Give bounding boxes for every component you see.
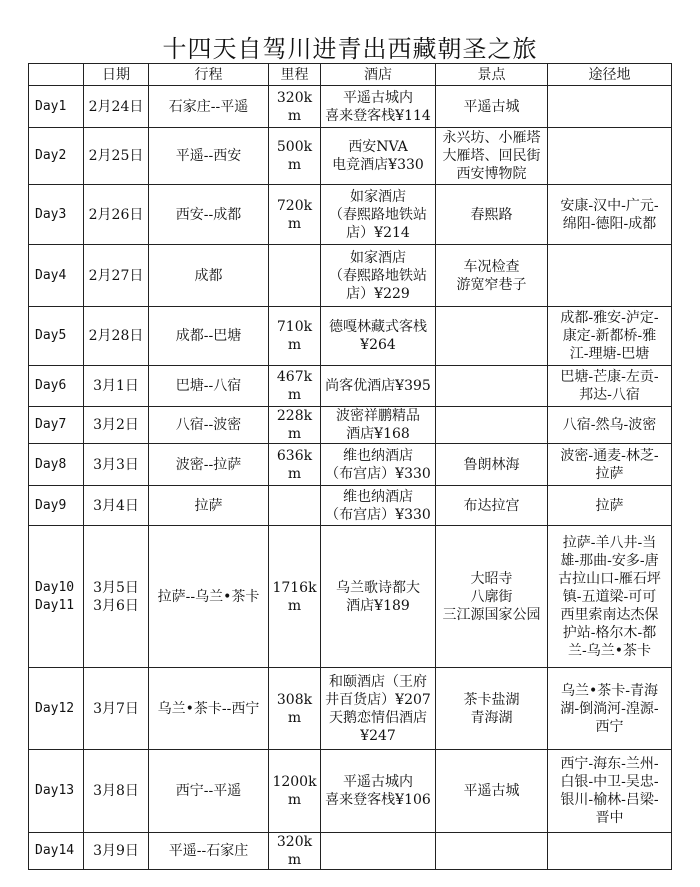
hotel-cell xyxy=(321,128,436,185)
date-line: 3月5日 xyxy=(93,579,139,596)
via-line: 西里索南达杰保 xyxy=(560,606,659,623)
route-cell: 拉萨 xyxy=(149,486,269,526)
date-cell xyxy=(84,128,149,185)
via-line: 八宿-然乌-波密 xyxy=(562,417,657,433)
via-line: 邦达-八宿 xyxy=(579,387,640,403)
table-row xyxy=(29,307,672,366)
day-cell xyxy=(29,668,84,750)
route-cell: 波密--拉萨 xyxy=(149,444,269,486)
day-cell xyxy=(29,486,84,526)
hotel-cell xyxy=(321,486,436,526)
sights-line: 大雁塔、回民街 xyxy=(442,148,541,164)
via-line: 湖-倒淌河-湟源- xyxy=(560,700,659,717)
date-cell xyxy=(84,86,149,128)
sights-cell xyxy=(436,486,548,526)
date-cell xyxy=(84,245,149,307)
date-line: 3月3日 xyxy=(93,456,139,473)
table-row xyxy=(29,245,672,307)
table-row xyxy=(29,750,672,833)
table-row xyxy=(29,526,672,668)
distance-cell: 320km xyxy=(269,833,321,870)
table-row xyxy=(29,128,672,185)
date-cell xyxy=(84,486,149,526)
date-cell xyxy=(84,444,149,486)
hotel-line: 和颐酒店（王府 xyxy=(329,673,427,690)
via-cell xyxy=(548,245,672,307)
route-cell: 平遥--石家庄 xyxy=(149,833,269,870)
sights-cell xyxy=(436,128,548,185)
day-cell xyxy=(29,526,84,668)
day-cell xyxy=(29,307,84,366)
day-line: Day11 xyxy=(35,597,75,613)
distance-cell: 1716km xyxy=(269,526,321,668)
day-line: Day6 xyxy=(35,378,67,393)
table-row xyxy=(29,668,672,750)
sights-line: 永兴坊、小雁塔 xyxy=(442,130,541,146)
sights-cell xyxy=(436,86,548,128)
via-cell xyxy=(548,128,672,185)
distance-cell: 320km xyxy=(269,86,321,128)
via-line: 银川-榆林-吕梁- xyxy=(560,792,659,808)
via-line: 乌兰•茶卡-青海 xyxy=(561,682,658,699)
route-cell: 石家庄--平遥 xyxy=(149,86,269,128)
sights-line: 游宽窄巷子 xyxy=(456,276,527,293)
header-day xyxy=(29,64,84,86)
via-line: 绵阳-德阳-成都 xyxy=(562,215,657,232)
sights-cell xyxy=(436,668,548,750)
distance-cell: 636km xyxy=(269,444,321,486)
hotel-cell xyxy=(321,86,436,128)
route-cell: 平遥--西安 xyxy=(149,128,269,185)
date-line: 2月25日 xyxy=(88,148,144,164)
route-cell: 巴塘--八宿 xyxy=(149,366,269,407)
hotel-cell xyxy=(321,366,436,407)
sights-line: 大昭寺 xyxy=(470,570,513,587)
hotel-line: 如家酒店 xyxy=(350,249,406,266)
date-line: 3月7日 xyxy=(93,700,139,717)
hotel-line: ¥264 xyxy=(360,337,396,353)
hotel-line: 波密祥鹏精品 xyxy=(336,408,420,424)
via-line: 晋中 xyxy=(595,810,624,826)
sights-cell xyxy=(436,407,548,444)
via-line: 拉萨 xyxy=(595,465,624,482)
distance-cell: 720km xyxy=(269,185,321,245)
route-cell: 成都 xyxy=(149,245,269,307)
hotel-cell xyxy=(321,407,436,444)
day-line: Day14 xyxy=(35,843,75,858)
date-line: 3月8日 xyxy=(93,783,139,799)
hotel-line: 酒店¥189 xyxy=(346,597,410,614)
hotel-line: 喜来登客栈¥106 xyxy=(325,792,431,808)
via-cell xyxy=(548,486,672,526)
day-line: Day5 xyxy=(35,328,67,343)
distance-cell xyxy=(269,486,321,526)
via-line: 兰-乌兰•茶卡 xyxy=(568,642,651,659)
distance-cell: 1200km xyxy=(269,750,321,833)
sights-cell xyxy=(436,526,548,668)
sights-line: 三江源国家公园 xyxy=(442,606,541,623)
day-cell xyxy=(29,366,84,407)
day-line: Day9 xyxy=(35,497,67,513)
hotel-line: 尚客优酒店¥395 xyxy=(325,378,431,394)
header-route: 行程 xyxy=(149,64,269,86)
sights-cell xyxy=(436,366,548,407)
date-line: 2月27日 xyxy=(88,267,144,284)
sights-line: 八廓街 xyxy=(470,588,513,605)
sights-line: 茶卡盐湖 xyxy=(463,691,520,708)
sights-line: 布达拉宫 xyxy=(463,497,520,514)
via-cell xyxy=(548,86,672,128)
hotel-line: （春熙路地铁站 xyxy=(329,267,427,284)
header-distance: 里程 xyxy=(269,64,321,86)
via-line: 波密-通麦-林芝- xyxy=(560,447,659,464)
hotel-line: 维也纳酒店 xyxy=(343,447,413,464)
via-line: 巴塘-芒康-左贡- xyxy=(560,369,659,385)
via-line: 成都-雅安-泸定- xyxy=(560,310,659,326)
sights-line: 车况检查 xyxy=(463,258,520,275)
day-line: Day4 xyxy=(35,267,67,283)
day-cell xyxy=(29,185,84,245)
route-cell: 西安--成都 xyxy=(149,185,269,245)
hotel-line: 西安NVA xyxy=(348,139,408,155)
hotel-line: 乌兰歌诗都大 xyxy=(336,579,420,596)
date-line: 3月4日 xyxy=(93,497,139,514)
distance-cell: 308km xyxy=(269,668,321,750)
day-line: Day2 xyxy=(35,148,67,163)
date-line: 3月1日 xyxy=(93,378,139,394)
hotel-line: 喜来登客栈¥114 xyxy=(325,107,431,124)
date-line: 3月9日 xyxy=(93,843,139,859)
hotel-line: 店）¥214 xyxy=(346,224,410,241)
hotel-line: （布宫店）¥330 xyxy=(325,465,431,482)
hotel-cell xyxy=(321,750,436,833)
date-cell xyxy=(84,366,149,407)
via-line: 安康-汉中-广元- xyxy=(560,197,659,214)
date-line: 2月24日 xyxy=(88,98,144,115)
distance-cell: 710km xyxy=(269,307,321,366)
sights-cell xyxy=(436,444,548,486)
table-row xyxy=(29,407,672,444)
header-row xyxy=(29,64,672,86)
via-cell xyxy=(548,668,672,750)
distance-cell xyxy=(269,245,321,307)
table-row xyxy=(29,486,672,526)
day-line: Day7 xyxy=(35,417,67,432)
hotel-cell xyxy=(321,668,436,750)
hotel-line: （春熙路地铁站 xyxy=(329,206,427,223)
date-line: 2月26日 xyxy=(88,206,144,223)
via-cell xyxy=(548,833,672,870)
via-line: 西宁-海东-兰州- xyxy=(560,756,659,772)
route-cell: 成都--巴塘 xyxy=(149,307,269,366)
via-line: 白银-中卫-吴忠- xyxy=(560,774,659,790)
day-cell xyxy=(29,128,84,185)
route-cell: 八宿--波密 xyxy=(149,407,269,444)
date-cell xyxy=(84,407,149,444)
via-cell xyxy=(548,366,672,407)
day-cell xyxy=(29,86,84,128)
hotel-line: 店）¥229 xyxy=(346,285,410,302)
day-line: Day8 xyxy=(35,456,67,472)
table-row xyxy=(29,86,672,128)
date-line: 2月28日 xyxy=(88,328,144,344)
date-cell xyxy=(84,750,149,833)
table-row xyxy=(29,185,672,245)
date-line: 3月6日 xyxy=(93,597,139,614)
date-cell xyxy=(84,833,149,870)
route-cell: 拉萨--乌兰•茶卡 xyxy=(149,526,269,668)
hotel-line: 平遥古城内 xyxy=(343,89,413,106)
distance-cell: 228km xyxy=(269,407,321,444)
via-cell xyxy=(548,407,672,444)
table-row xyxy=(29,833,672,870)
date-cell xyxy=(84,185,149,245)
via-line: 西宁 xyxy=(595,718,624,735)
day-line: Day10 xyxy=(35,579,75,595)
sights-cell xyxy=(436,185,548,245)
distance-cell: 500km xyxy=(269,128,321,185)
sights-cell xyxy=(436,750,548,833)
hotel-line: 酒店¥168 xyxy=(346,426,410,442)
sights-line: 西安博物院 xyxy=(456,166,527,182)
via-line: 雄-那曲-安多-唐 xyxy=(560,552,659,569)
hotel-cell xyxy=(321,444,436,486)
via-line: 拉萨 xyxy=(595,497,624,514)
day-cell xyxy=(29,750,84,833)
day-cell xyxy=(29,444,84,486)
route-cell: 乌兰•茶卡--西宁 xyxy=(149,668,269,750)
header-date: 日期 xyxy=(84,64,149,86)
via-cell xyxy=(548,307,672,366)
via-cell xyxy=(548,526,672,668)
day-line: Day12 xyxy=(35,700,75,716)
via-cell xyxy=(548,185,672,245)
page-title: 十四天自驾川进青出西藏朝圣之旅 xyxy=(162,35,538,63)
sights-cell xyxy=(436,245,548,307)
header-via: 途径地 xyxy=(548,64,672,86)
itinerary-table xyxy=(28,63,672,870)
hotel-line: 井百货店）¥207 xyxy=(325,691,431,708)
via-cell xyxy=(548,444,672,486)
hotel-cell xyxy=(321,185,436,245)
day-cell xyxy=(29,245,84,307)
table-row xyxy=(29,444,672,486)
hotel-cell xyxy=(321,526,436,668)
date-line: 3月2日 xyxy=(93,417,139,433)
sights-line: 鲁朗林海 xyxy=(463,456,520,473)
date-cell xyxy=(84,307,149,366)
hotel-line: （布宫店）¥330 xyxy=(325,506,431,523)
date-cell xyxy=(84,526,149,668)
hotel-line: 天鹅恋情侣酒店 xyxy=(329,709,427,726)
day-line: Day3 xyxy=(35,206,67,222)
day-line: Day13 xyxy=(35,783,75,798)
via-line: 镇-五道梁-可可 xyxy=(562,588,657,605)
header-hotel: 酒店 xyxy=(321,64,436,86)
sights-line: 青海湖 xyxy=(470,709,513,726)
hotel-line: 维也纳酒店 xyxy=(343,488,413,505)
via-line: 拉萨-羊八井-当 xyxy=(562,534,657,551)
via-cell xyxy=(548,750,672,833)
hotel-line: ¥247 xyxy=(360,727,396,744)
sights-cell xyxy=(436,307,548,366)
distance-cell: 467km xyxy=(269,366,321,407)
hotel-line: 德嘎林藏式客栈 xyxy=(329,319,427,335)
day-cell xyxy=(29,407,84,444)
hotel-cell xyxy=(321,307,436,366)
hotel-line: 如家酒店 xyxy=(350,188,406,205)
table-row xyxy=(29,366,672,407)
hotel-line: 平遥古城内 xyxy=(343,774,413,790)
hotel-cell xyxy=(321,833,436,870)
header-sights: 景点 xyxy=(436,64,548,86)
day-line: Day1 xyxy=(35,98,67,114)
via-line: 康定-新都桥-雅 xyxy=(562,328,657,344)
sights-line: 春熙路 xyxy=(470,206,513,223)
via-line: 古拉山口-雁石坪 xyxy=(558,570,661,587)
via-line: 江-理塘-巴塘 xyxy=(569,346,650,362)
date-cell xyxy=(84,668,149,750)
hotel-line: 电竞酒店¥330 xyxy=(332,157,424,173)
route-cell: 西宁--平遥 xyxy=(149,750,269,833)
sights-line: 平遥古城 xyxy=(463,783,520,799)
day-cell xyxy=(29,833,84,870)
sights-cell xyxy=(436,833,548,870)
hotel-cell xyxy=(321,245,436,307)
sights-line: 平遥古城 xyxy=(463,98,520,115)
via-line: 护站-格尔木-都 xyxy=(562,624,657,641)
